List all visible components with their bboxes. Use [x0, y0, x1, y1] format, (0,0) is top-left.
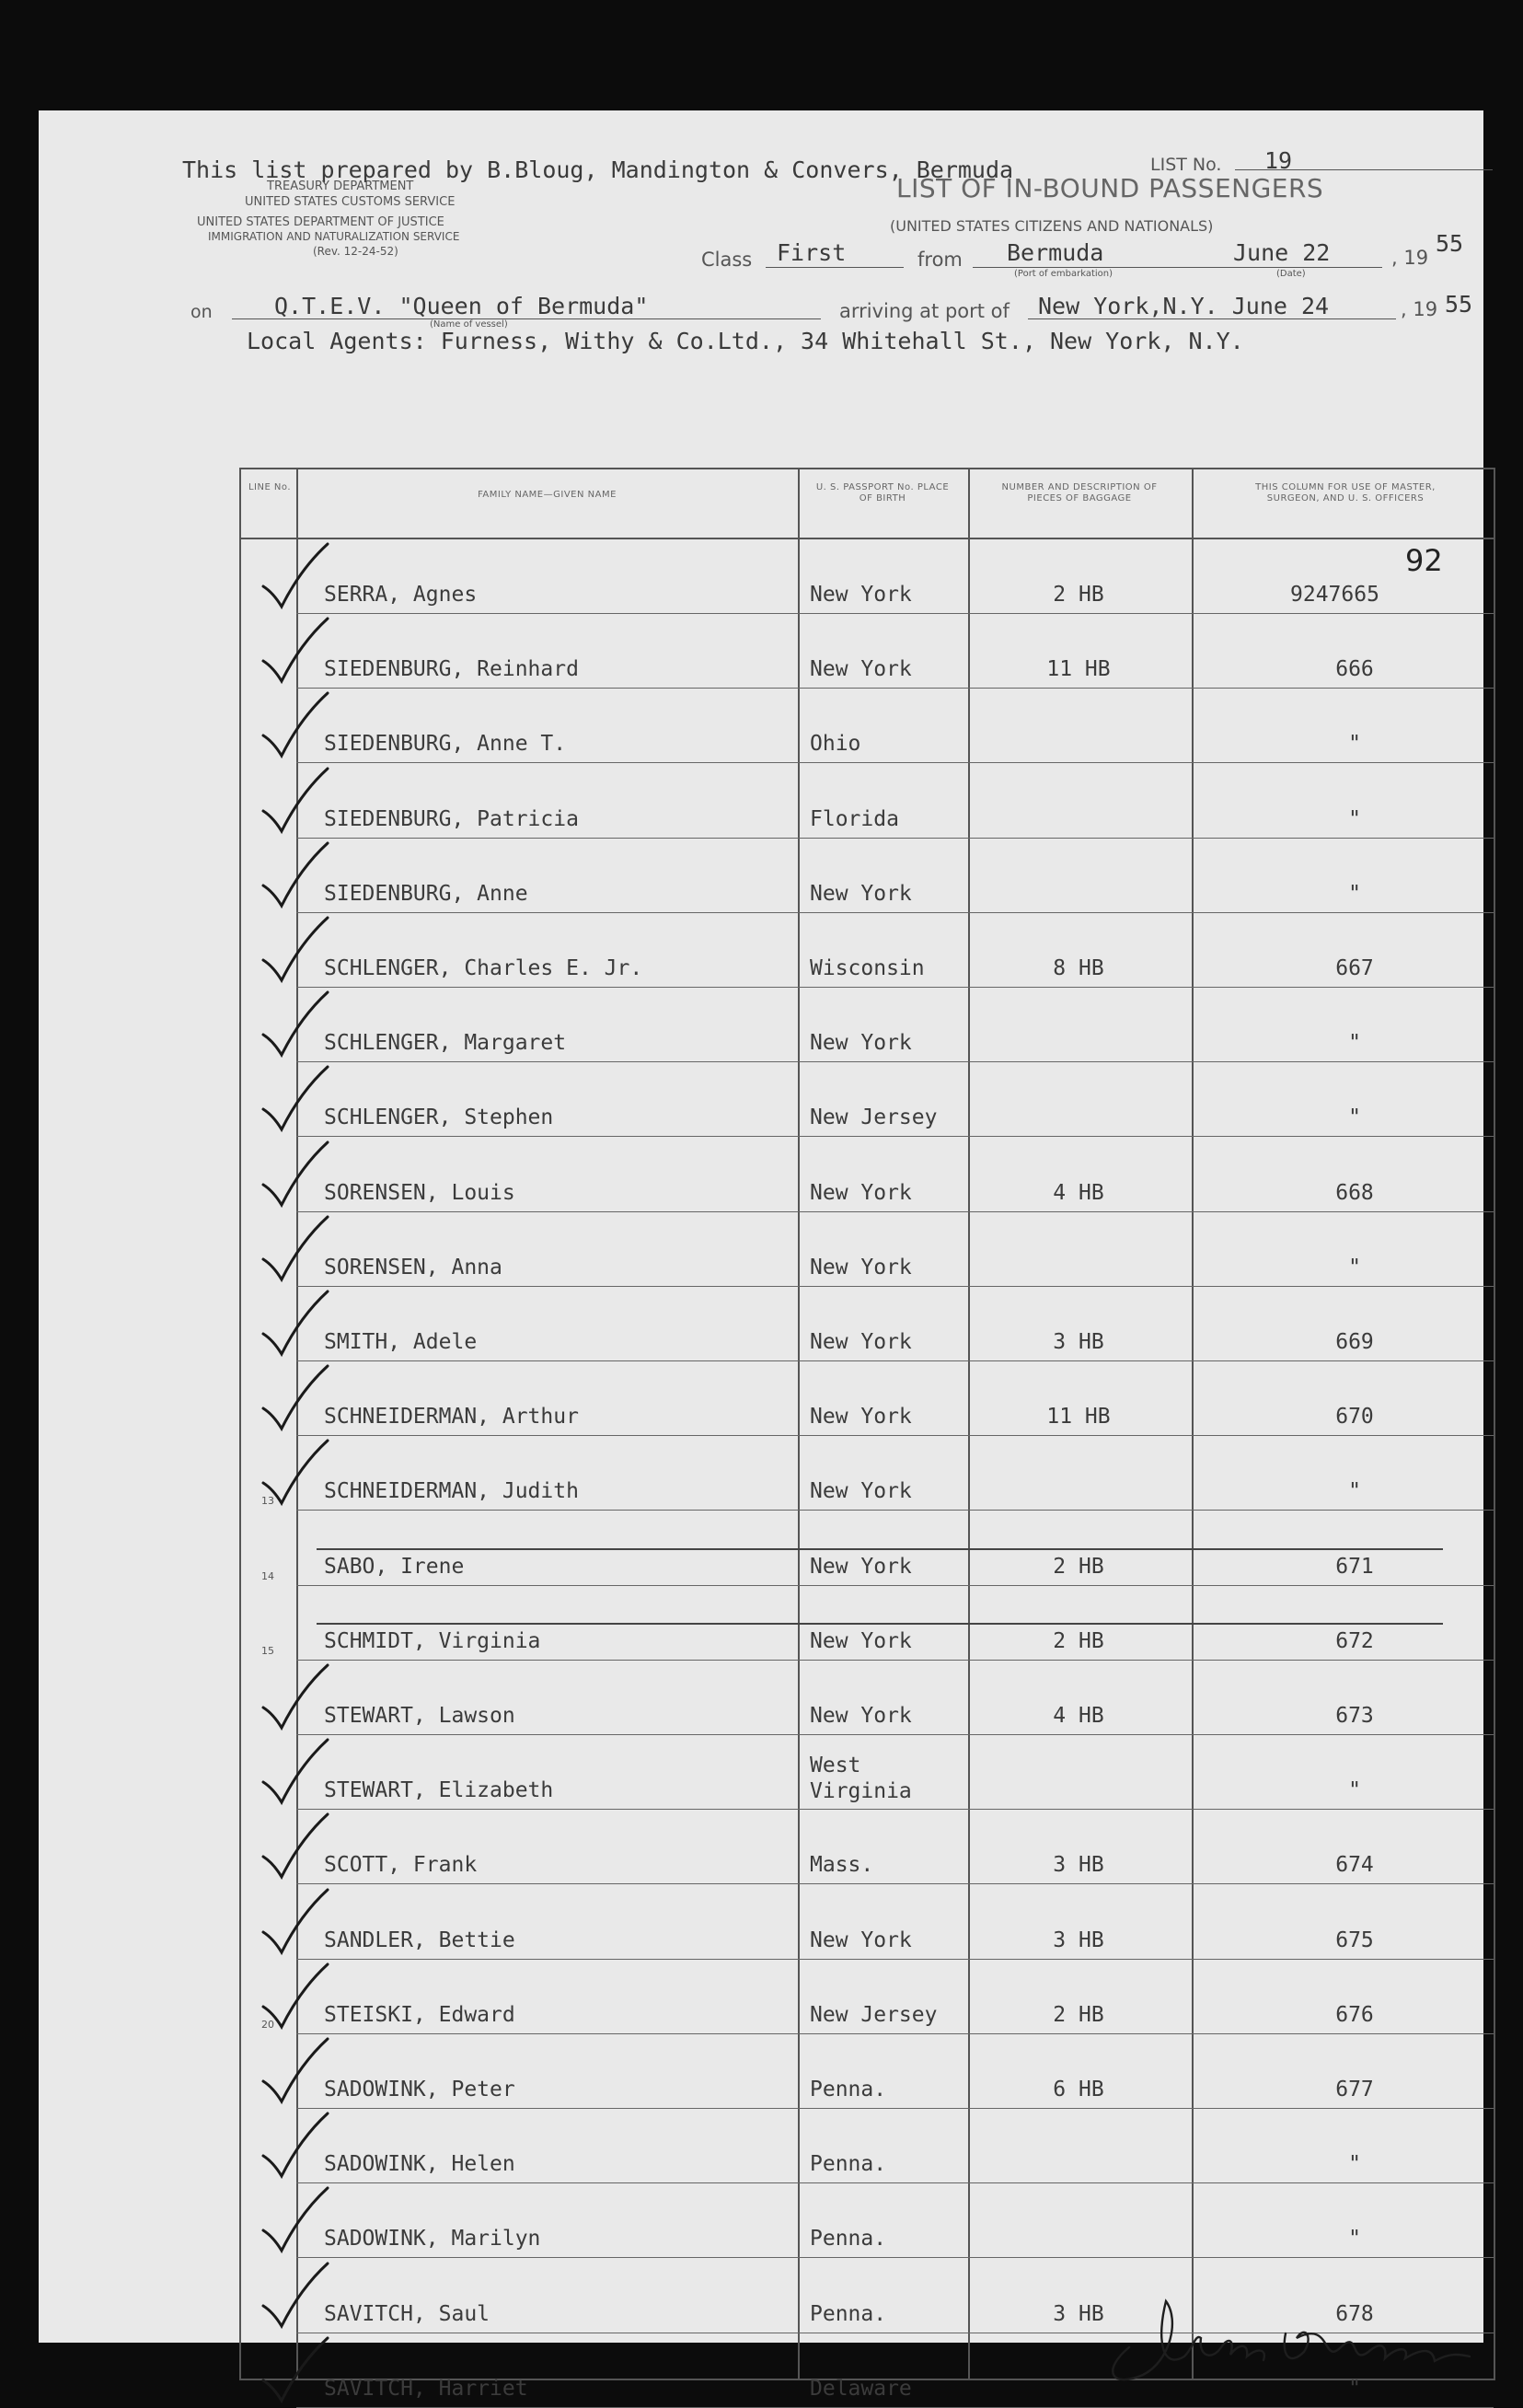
place-of-birth: New Jersey	[810, 2002, 938, 2027]
place-of-birth: New York	[810, 583, 912, 607]
list-no-underline	[1235, 169, 1493, 170]
passenger-name: SADOWINK, Helen	[324, 2152, 515, 2177]
official-number: "	[1348, 806, 1361, 831]
list-no-label: LIST No.	[1150, 155, 1222, 175]
official-number: 671	[1335, 1554, 1374, 1579]
table-row	[241, 1586, 1494, 1661]
form-title: LIST OF IN-BOUND PASSENGERS	[896, 173, 1324, 203]
port-embarkation-caption: (Port of embarkation)	[1014, 269, 1113, 279]
passenger-name: SCHLENGER, Stephen	[324, 1106, 554, 1130]
place-of-birth: Penna.	[810, 2152, 887, 2177]
table-row	[241, 539, 1494, 614]
class-label: Class	[701, 249, 753, 271]
place-of-birth: New York	[810, 881, 912, 906]
passenger-name: SCHLENGER, Margaret	[324, 1031, 567, 1056]
table-row	[241, 614, 1494, 689]
table-row	[241, 1436, 1494, 1511]
vessel-underline	[232, 318, 821, 319]
class-value: First	[777, 239, 847, 266]
official-number: "	[1348, 1031, 1361, 1056]
table-row	[241, 839, 1494, 913]
table-row	[241, 764, 1494, 839]
baggage-count: 6 HB	[1053, 2078, 1104, 2101]
place-of-birth: New York	[810, 657, 912, 682]
from-date: June 22	[1233, 239, 1331, 266]
place-of-birth: New York	[810, 1704, 912, 1728]
place-of-birth: New York	[810, 1180, 912, 1205]
baggage-count: 11 HB	[1046, 657, 1111, 682]
passenger-name: SCOTT, Frank	[324, 1853, 478, 1878]
line-number: 15	[261, 1644, 274, 1657]
immigration-service: IMMIGRATION AND NATURALIZATION SERVICE	[208, 230, 460, 243]
class-underline	[766, 267, 904, 268]
table-row	[241, 1960, 1494, 2034]
place-of-birth: Penna.	[810, 2078, 887, 2101]
official-number: 672	[1335, 1628, 1374, 1653]
place-of-birth: New York	[810, 1330, 912, 1354]
date-caption: (Date)	[1276, 269, 1306, 279]
official-number: "	[1348, 1255, 1361, 1279]
baggage-count: 2 HB	[1053, 1554, 1104, 1579]
table-row	[241, 988, 1494, 1062]
passenger-name: SCHNEIDERMAN, Judith	[324, 1479, 579, 1504]
header-line-no: LINE No.	[248, 482, 292, 492]
list-no-value: 19	[1264, 147, 1293, 174]
baggage-count: 3 HB	[1053, 2301, 1104, 2326]
treasury-department: TREASURY DEPARTMENT	[267, 179, 414, 193]
official-number: 668	[1335, 1180, 1374, 1205]
table-row	[241, 913, 1494, 988]
passenger-name: SIEDENBURG, Anne	[324, 881, 528, 906]
table-row	[241, 1735, 1494, 1810]
baggage-count: 2 HB	[1053, 583, 1104, 607]
passenger-name: SERRA, Agnes	[324, 583, 478, 607]
customs-service: UNITED STATES CUSTOMS SERVICE	[245, 195, 456, 209]
place-of-birth: Mass.	[810, 1853, 874, 1878]
local-agents: Local Agents: Furness, Withy & Co.Ltd., 34 Whitehall St., New York, N.Y.	[247, 328, 1244, 354]
baggage-count: 3 HB	[1053, 1330, 1104, 1354]
place-of-birth: New York	[810, 1479, 912, 1504]
official-number: 675	[1335, 1928, 1374, 1952]
passenger-name: STEISKI, Edward	[324, 2002, 515, 2027]
place-of-birth: New York	[810, 1628, 912, 1653]
place-of-birth: Wisconsin	[810, 956, 925, 980]
passenger-name: SIEDENBURG, Reinhard	[324, 657, 579, 682]
official-number: 676	[1335, 2002, 1374, 2027]
form-subtitle: (UNITED STATES CITIZENS AND NATIONALS)	[890, 217, 1214, 235]
from-year: 55	[1436, 230, 1464, 257]
line-number: 20	[261, 2018, 274, 2031]
arriving-label: arriving at port of	[839, 300, 1010, 322]
place-of-birth: New York	[810, 1554, 912, 1579]
from-underline	[973, 267, 1226, 268]
official-number: "	[1348, 1778, 1361, 1803]
place-of-birth: Penna.	[810, 2301, 887, 2326]
vessel-caption: (Name of vessel)	[430, 319, 508, 330]
revision-date: (Rev. 12-24-52)	[313, 245, 398, 258]
official-number: "	[1348, 881, 1361, 906]
passenger-name: SABO, Irene	[324, 1554, 465, 1579]
arrival-year: 55	[1445, 291, 1473, 318]
official-number: "	[1348, 2227, 1361, 2252]
official-number: 9247665	[1290, 583, 1379, 607]
table-row	[241, 1062, 1494, 1137]
header-baggage: NUMBER AND DESCRIPTION OF PIECES OF BAGGAGE	[1001, 482, 1158, 504]
passenger-table	[239, 468, 1495, 2401]
passenger-name: SADOWINK, Peter	[324, 2078, 515, 2101]
table-row	[241, 1661, 1494, 1735]
place-of-birth: New Jersey	[810, 1106, 938, 1130]
passenger-name: SCHLENGER, Charles E. Jr.	[324, 956, 643, 980]
table-row	[241, 1810, 1494, 1884]
table-row	[241, 2109, 1494, 2183]
arrival-year-prefix: , 19	[1401, 298, 1438, 320]
official-number: "	[1348, 2152, 1361, 2177]
passenger-name: SANDLER, Bettie	[324, 1928, 515, 1952]
table-row	[241, 1361, 1494, 1436]
passenger-name: SORENSEN, Anna	[324, 1255, 502, 1279]
official-number: "	[1348, 2376, 1361, 2401]
official-number: 674	[1335, 1853, 1374, 1878]
baggage-count: 4 HB	[1053, 1180, 1104, 1205]
from-label: from	[917, 249, 963, 271]
vessel-name: Q.T.E.V. "Queen of Bermuda"	[274, 293, 649, 319]
passenger-name: SCHNEIDERMAN, Arthur	[324, 1405, 579, 1430]
header-official: THIS COLUMN FOR USE OF MASTER, SURGEON, AND U. S. OFFICERS	[1255, 482, 1436, 504]
header-name: FAMILY NAME—GIVEN NAME	[478, 490, 617, 500]
signature-mark	[1092, 2283, 1488, 2393]
passenger-name: SADOWINK, Marilyn	[324, 2227, 541, 2252]
official-number: "	[1348, 1106, 1361, 1130]
baggage-count: 11 HB	[1046, 1405, 1111, 1430]
passenger-name: STEWART, Lawson	[324, 1704, 515, 1728]
on-label: on	[190, 302, 213, 322]
header-passport: U. S. PASSPORT No. PLACE OF BIRTH	[815, 482, 950, 504]
official-number: 673	[1335, 1704, 1374, 1728]
official-number: 678	[1335, 2301, 1374, 2326]
arrival-underline	[1028, 318, 1396, 319]
stamp-number: 92	[1405, 543, 1443, 578]
table-row	[241, 2183, 1494, 2258]
passenger-name: STEWART, Elizabeth	[324, 1778, 554, 1803]
line-number: 14	[261, 1569, 274, 1582]
place-of-birth: Florida	[810, 806, 899, 831]
official-number: "	[1348, 732, 1361, 757]
passenger-name: SORENSEN, Louis	[324, 1180, 515, 1205]
baggage-count: 3 HB	[1053, 1928, 1104, 1952]
place-of-birth: West Virginia	[810, 1754, 912, 1804]
official-number: 670	[1335, 1405, 1374, 1430]
table-row	[241, 1885, 1494, 1960]
passenger-name: SIEDENBURG, Patricia	[324, 806, 579, 831]
line-number: 13	[261, 1495, 274, 1508]
baggage-count: 2 HB	[1053, 1628, 1104, 1653]
passenger-name: SMITH, Adele	[324, 1330, 478, 1354]
passenger-name: SAVITCH, Harriet	[324, 2376, 528, 2401]
table-row	[241, 1287, 1494, 1361]
baggage-count: 3 HB	[1053, 1853, 1104, 1878]
department-of-justice: UNITED STATES DEPARTMENT OF JUSTICE	[197, 215, 444, 229]
from-value: Bermuda	[1007, 239, 1104, 266]
official-number: "	[1348, 1479, 1361, 1504]
from-year-prefix: , 19	[1391, 247, 1429, 269]
passenger-name: SCHMIDT, Virginia	[324, 1628, 541, 1653]
table-row	[241, 1511, 1494, 1586]
place-of-birth: New York	[810, 1031, 912, 1056]
strikethrough-line	[317, 1623, 1443, 1625]
place-of-birth: New York	[810, 1405, 912, 1430]
table-row	[241, 1212, 1494, 1287]
from-date-underline	[1226, 267, 1382, 268]
prepared-by-line: This list prepared by B.Bloug, Mandington & Convers, Bermuda	[182, 156, 1014, 183]
arrival-port-date: New York,N.Y. June 24	[1038, 293, 1330, 319]
official-number: 669	[1335, 1330, 1374, 1354]
baggage-count: 4 HB	[1053, 1704, 1104, 1728]
place-of-birth: Delaware	[810, 2376, 912, 2401]
table-row	[241, 2034, 1494, 2109]
passenger-list-sheet	[39, 110, 1483, 2401]
place-of-birth: Ohio	[810, 732, 861, 757]
official-number: 667	[1335, 956, 1374, 980]
place-of-birth: Penna.	[810, 2227, 887, 2252]
baggage-count: 2 HB	[1053, 2002, 1104, 2027]
place-of-birth: New York	[810, 1255, 912, 1279]
official-number: 666	[1335, 657, 1374, 682]
baggage-count: 8 HB	[1053, 956, 1104, 980]
official-number: 677	[1335, 2078, 1374, 2101]
table-row	[241, 1138, 1494, 1212]
table-row	[241, 689, 1494, 763]
place-of-birth: New York	[810, 1928, 912, 1952]
strikethrough-line	[317, 1548, 1443, 1550]
passenger-name: SIEDENBURG, Anne T.	[324, 732, 567, 757]
passenger-name: SAVITCH, Saul	[324, 2301, 490, 2326]
